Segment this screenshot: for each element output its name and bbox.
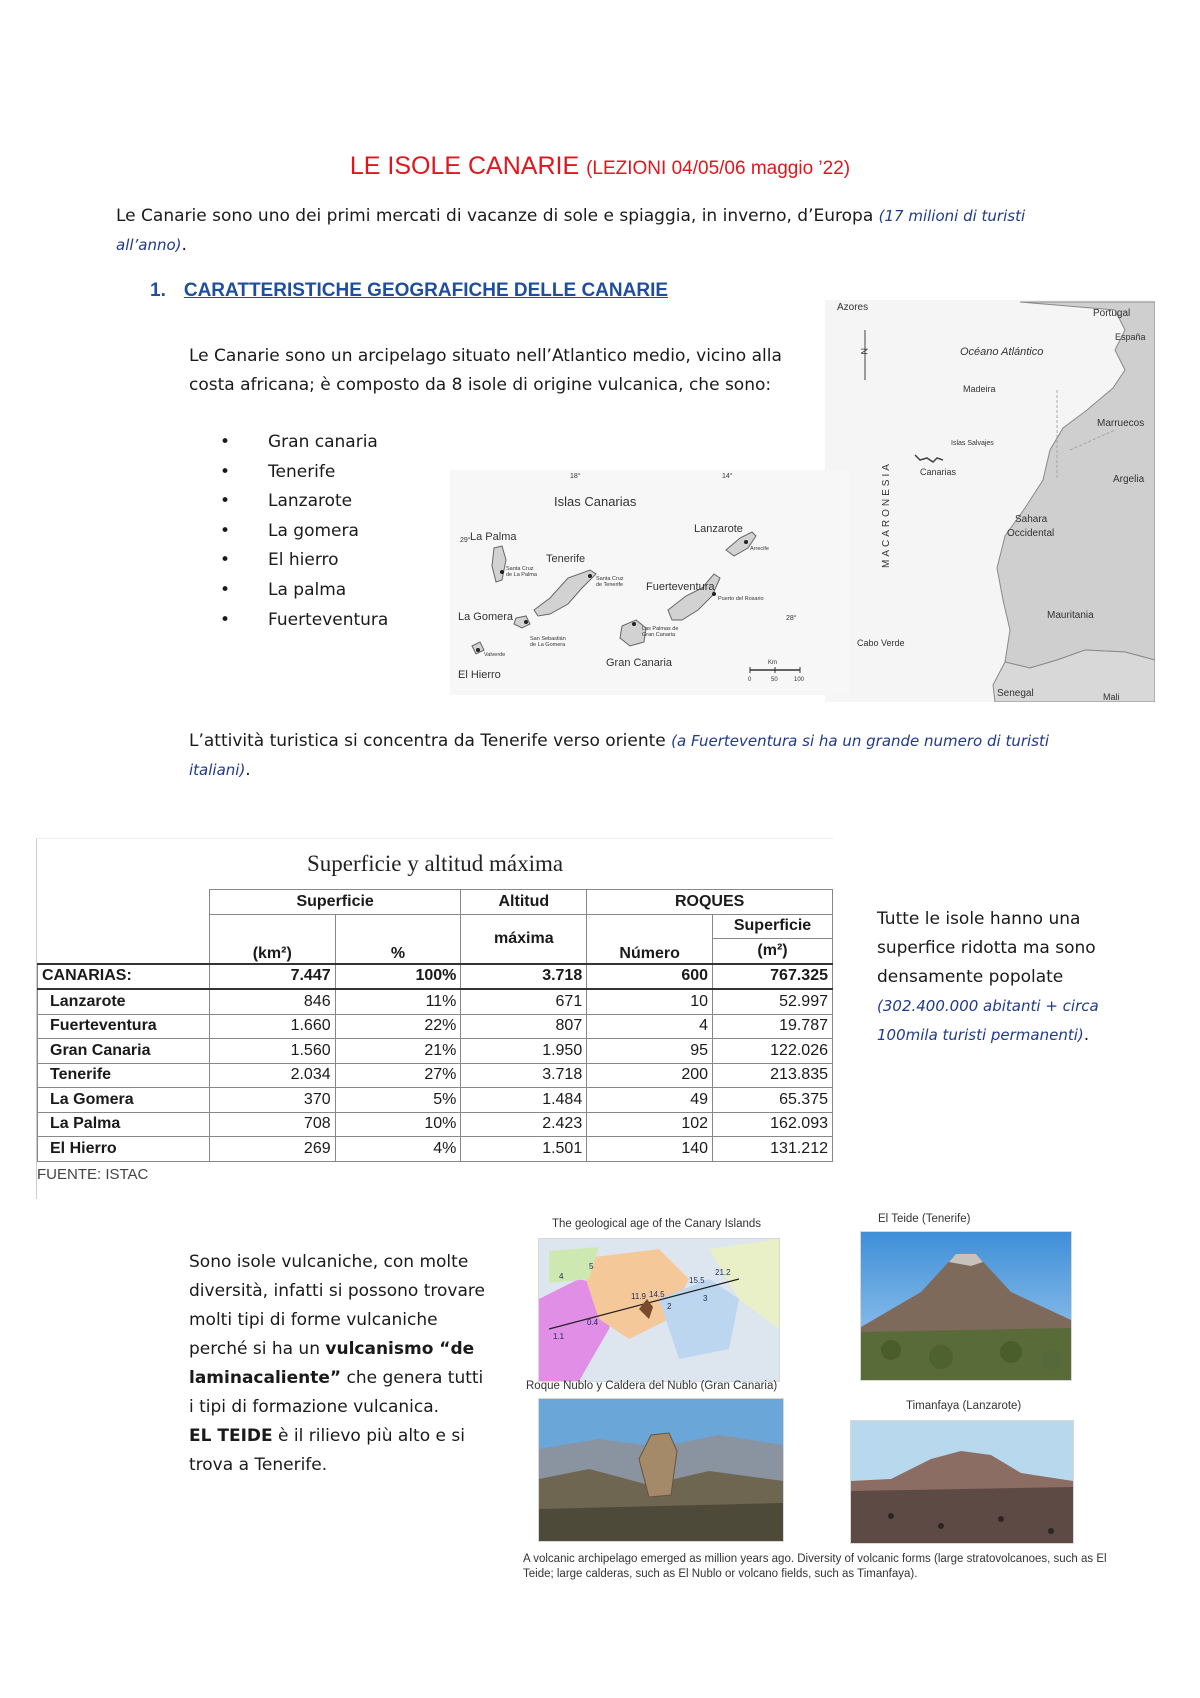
section-paragraph: Le Canarie sono un arcipelago situato nell’Atlantico medio, vicino alla costa africana; è composto da 8 isole di origine vulcanica, che sono: <box>189 346 782 395</box>
table-row <box>38 1112 833 1137</box>
tourism-tail: . <box>245 760 251 780</box>
label-tenerife: Tenerife <box>546 553 586 565</box>
geo-age-map-drawing <box>539 1239 779 1381</box>
value-cell: 162.093 <box>713 1112 833 1137</box>
side-note-tail: . <box>1083 1025 1090 1045</box>
teide-photo-drawing <box>861 1232 1071 1380</box>
island-list-item: • La palma <box>192 576 452 606</box>
table-row <box>38 1063 833 1088</box>
island-name-cell: Fuerteventura <box>38 1014 210 1039</box>
label-sahara-2: Occidental <box>1007 528 1055 539</box>
section-number: 1. <box>150 280 166 301</box>
value-cell: 4 <box>587 1014 713 1039</box>
value-cell: 95 <box>587 1039 713 1064</box>
town-puerto-rosario: Puerto del Rosario <box>718 596 764 602</box>
geo-age-label: 4 <box>559 1272 564 1281</box>
island-name-cell: CANARIAS: <box>38 964 210 990</box>
value-cell: 3.718 <box>461 964 587 990</box>
value-cell: 3.718 <box>461 1063 587 1088</box>
geo-age-label: 2 <box>667 1302 672 1311</box>
north-arrow-icon: N <box>859 348 869 355</box>
island-list-item: • Fuerteventura <box>192 606 452 636</box>
table-row <box>38 1014 833 1039</box>
island-list <box>192 428 452 635</box>
lat-label-1: 29° <box>460 537 471 544</box>
island-list-item: • El hierro <box>192 546 452 576</box>
table-corner-cell <box>38 890 210 915</box>
value-cell: 1.484 <box>461 1088 587 1113</box>
town-santa-cruz-lp-2: de La Palma <box>506 572 537 578</box>
value-cell: 807 <box>461 1014 587 1039</box>
value-cell: 19.787 <box>713 1014 833 1039</box>
title-main: LE ISOLE CANARIE <box>349 152 580 180</box>
geo-age-label: 14.5 <box>649 1290 665 1299</box>
nublo-title: Roque Nublo y Caldera del Nublo (Gran Canaria) <box>526 1380 778 1392</box>
value-cell: 49 <box>587 1088 713 1113</box>
volcanic-bold-2: EL TEIDE <box>189 1426 273 1446</box>
intro-tail: . <box>181 235 187 255</box>
town-san-sebastian-2: de La Gomera <box>530 642 566 648</box>
title-subtitle: (LEZIONI 04/05/06 maggio ’22) <box>586 158 851 179</box>
scale-tick-0: 0 <box>748 677 752 683</box>
table-body <box>38 964 833 1162</box>
timanfaya-photo-drawing <box>851 1421 1073 1543</box>
label-madeira: Madeira <box>963 384 996 394</box>
town-arrecife: Arrecife <box>750 546 769 552</box>
label-fuerteventura: Fuerteventura <box>646 581 715 593</box>
intro-note: (17 milioni di turisti all’anno) <box>116 207 1026 254</box>
value-cell: 767.325 <box>713 964 833 990</box>
label-sahara: Sahara <box>1015 514 1048 525</box>
header-roques: ROQUES <box>587 890 833 915</box>
island-list-item: • Lanzarote <box>192 487 452 517</box>
geo-age-label: 11.9 <box>631 1292 646 1301</box>
side-note-paragraph <box>877 905 1117 1050</box>
geo-age-label: 15.5 <box>689 1276 705 1285</box>
intro-paragraph <box>116 202 1066 260</box>
town-santa-cruz-tf-2: de Tenerife <box>596 582 624 588</box>
value-cell: 1.950 <box>461 1039 587 1064</box>
value-cell: 131.212 <box>713 1137 833 1162</box>
value-cell: 65.375 <box>713 1088 833 1113</box>
label-salvajes: Islas Salvajes <box>951 440 994 447</box>
value-cell: 600 <box>587 964 713 990</box>
region-map <box>825 300 1155 702</box>
intro-text: Le Canarie sono uno dei primi mercati di vacanze di sole e spiaggia, in inverno, d’Europa <box>116 206 874 226</box>
geo-age-map <box>538 1238 780 1382</box>
label-portugal: Portugal <box>1093 308 1131 319</box>
town-las-palmas: Las Palmas de <box>642 626 679 632</box>
volcanic-bold-1: vulcanismo “de laminacaliente” <box>189 1339 475 1388</box>
header-numero: Número <box>587 914 713 964</box>
island-list-item: • La gomera <box>192 517 452 547</box>
value-cell: 52.997 <box>713 989 833 1014</box>
label-la-palma: La Palma <box>470 531 517 543</box>
table-total-row <box>38 964 833 990</box>
section-title: CARATTERISTICHE GEOGRAFICHE DELLE CANARIE <box>183 280 669 301</box>
timanfaya-photo <box>850 1420 1074 1544</box>
value-cell: 200 <box>587 1063 713 1088</box>
town-santa-cruz-tf: Santa Cruz <box>596 576 624 582</box>
label-marruecos: Marruecos <box>1097 418 1145 429</box>
value-cell: 2.034 <box>209 1063 335 1088</box>
lat-label-2: 28° <box>786 615 797 622</box>
lon-label-2: 14° <box>722 473 733 480</box>
volcanic-text-2: che genera tutti i tipi di formazione vulcanica. <box>189 1368 484 1417</box>
side-note-text: Tutte le isole hanno una superfice ridotta ma sono densamente popolate <box>877 909 1096 987</box>
label-la-gomera: La Gomera <box>458 611 514 623</box>
table-corner-cell <box>38 939 210 964</box>
geo-age-label: 5 <box>589 1262 594 1271</box>
label-argelia: Argelia <box>1113 474 1145 485</box>
label-mali: Mali <box>1103 692 1120 702</box>
nublo-photo <box>538 1398 784 1542</box>
value-cell: 671 <box>461 989 587 1014</box>
table-source: FUENTE: ISTAC <box>37 1165 149 1183</box>
geo-age-label: 1.1 <box>553 1332 565 1341</box>
island-list-item: • Tenerife <box>192 458 452 488</box>
value-cell: 2.423 <box>461 1112 587 1137</box>
label-macaronesia: MACARONESIA <box>881 461 892 568</box>
label-senegal: Senegal <box>997 688 1034 699</box>
value-cell: 140 <box>587 1137 713 1162</box>
value-cell: 269 <box>209 1137 335 1162</box>
island-name-cell: La Gomera <box>38 1088 210 1113</box>
header-maxima: máxima <box>461 914 587 964</box>
value-cell: 1.501 <box>461 1137 587 1162</box>
scale-tick-50: 50 <box>771 677 778 683</box>
value-cell: 27% <box>335 1063 461 1088</box>
nublo-photo-drawing <box>539 1399 783 1541</box>
value-cell: 5% <box>335 1088 461 1113</box>
value-cell: 21% <box>335 1039 461 1064</box>
value-cell: 213.835 <box>713 1063 833 1088</box>
value-cell: 370 <box>209 1088 335 1113</box>
islands-map-drawing <box>450 470 850 695</box>
header-m2: (m²) <box>713 939 833 964</box>
label-mauritania: Mauritania <box>1047 610 1094 621</box>
island-name-cell: La Palma <box>38 1112 210 1137</box>
table-row <box>38 1137 833 1162</box>
label-el-hierro: El Hierro <box>458 669 501 681</box>
label-ocean: Océano Atlántico <box>960 346 1044 358</box>
island-name-cell: El Hierro <box>38 1137 210 1162</box>
volcanic-text-1: Sono isole vulcaniche, con molte diversità, infatti si possono trovare molti tipi di forme vulcaniche perché si ha un <box>189 1252 485 1359</box>
label-gran-canaria: Gran Canaria <box>606 657 673 669</box>
page-title <box>0 152 1200 181</box>
tourism-text: L’attività turistica si concentra da Tenerife verso oriente <box>189 731 666 751</box>
label-espana: España <box>1115 332 1146 342</box>
table-row <box>38 1039 833 1064</box>
header-superficie: Superficie <box>209 890 461 915</box>
value-cell: 10% <box>335 1112 461 1137</box>
island-name-cell: Lanzarote <box>38 989 210 1014</box>
header-km2: (km²) <box>209 914 335 964</box>
side-note-note: (302.400.000 abitanti + circa 100mila turisti permanenti) <box>877 997 1099 1044</box>
timanfaya-title: Timanfaya (Lanzarote) <box>906 1400 1022 1412</box>
geo-age-label: 3 <box>703 1294 708 1303</box>
lon-label-1: 18° <box>570 473 581 480</box>
tourism-paragraph <box>189 727 1069 785</box>
island-name-cell: Tenerife <box>38 1063 210 1088</box>
value-cell: 7.447 <box>209 964 335 990</box>
value-cell: 846 <box>209 989 335 1014</box>
volcanic-paragraph <box>189 1248 489 1480</box>
tourism-note: (a Fuerteventura si ha un grande numero di turisti italiani) <box>189 732 1050 779</box>
table-row <box>38 1088 833 1113</box>
label-lanzarote: Lanzarote <box>694 523 743 535</box>
section-heading <box>150 280 668 302</box>
table-title: Superficie y altitud máxima <box>306 851 564 876</box>
header-pct: % <box>335 914 461 964</box>
header-altitud: Altitud <box>461 890 587 915</box>
value-cell: 11% <box>335 989 461 1014</box>
island-name-cell: Gran Canaria <box>38 1039 210 1064</box>
photos-caption: A volcanic archipelago emerged as million years ago. Diversity of volcanic forms (large stratovolcanoes, such as El Teide; large calderas, such as El Nublo or volcano fields, such as Timanfaya). <box>523 1553 1107 1580</box>
volcanic-text-3: è il rilievo più alto e si trova a Tenerife. <box>189 1426 465 1475</box>
town-san-sebastian: San Sebastián <box>530 636 566 642</box>
town-las-palmas-2: Gran Canaria <box>642 632 676 638</box>
value-cell: 708 <box>209 1112 335 1137</box>
region-map-drawing <box>825 300 1155 702</box>
value-cell: 22% <box>335 1014 461 1039</box>
teide-title: El Teide (Tenerife) <box>878 1213 971 1225</box>
island-list-item: • Gran canaria <box>192 428 452 458</box>
value-cell: 1.660 <box>209 1014 335 1039</box>
value-cell: 122.026 <box>713 1039 833 1064</box>
superficie-table-figure <box>36 838 833 1199</box>
value-cell: 4% <box>335 1137 461 1162</box>
label-canarias: Canarias <box>920 467 957 477</box>
scale-unit: Km <box>768 660 777 666</box>
superficie-table <box>37 889 833 1162</box>
geo-map-title: The geological age of the Canary Islands <box>552 1218 762 1230</box>
table-corner-cell <box>38 914 210 939</box>
town-valverde: Valverde <box>484 652 506 658</box>
geo-age-label: 21.2 <box>715 1268 731 1277</box>
geo-age-label: 0.4 <box>587 1318 599 1327</box>
header-superficie-roques: Superficie <box>713 914 833 939</box>
town-santa-cruz-lp: Santa Cruz <box>506 566 534 572</box>
islands-map <box>450 470 850 695</box>
table-row <box>38 989 833 1014</box>
teide-photo <box>860 1231 1072 1381</box>
islands-map-title: Islas Canarias <box>554 494 637 509</box>
scale-tick-100: 100 <box>794 677 805 683</box>
value-cell: 102 <box>587 1112 713 1137</box>
label-caboverde: Cabo Verde <box>857 638 905 648</box>
value-cell: 100% <box>335 964 461 990</box>
value-cell: 1.560 <box>209 1039 335 1064</box>
value-cell: 10 <box>587 989 713 1014</box>
label-azores: Azores <box>837 302 869 313</box>
